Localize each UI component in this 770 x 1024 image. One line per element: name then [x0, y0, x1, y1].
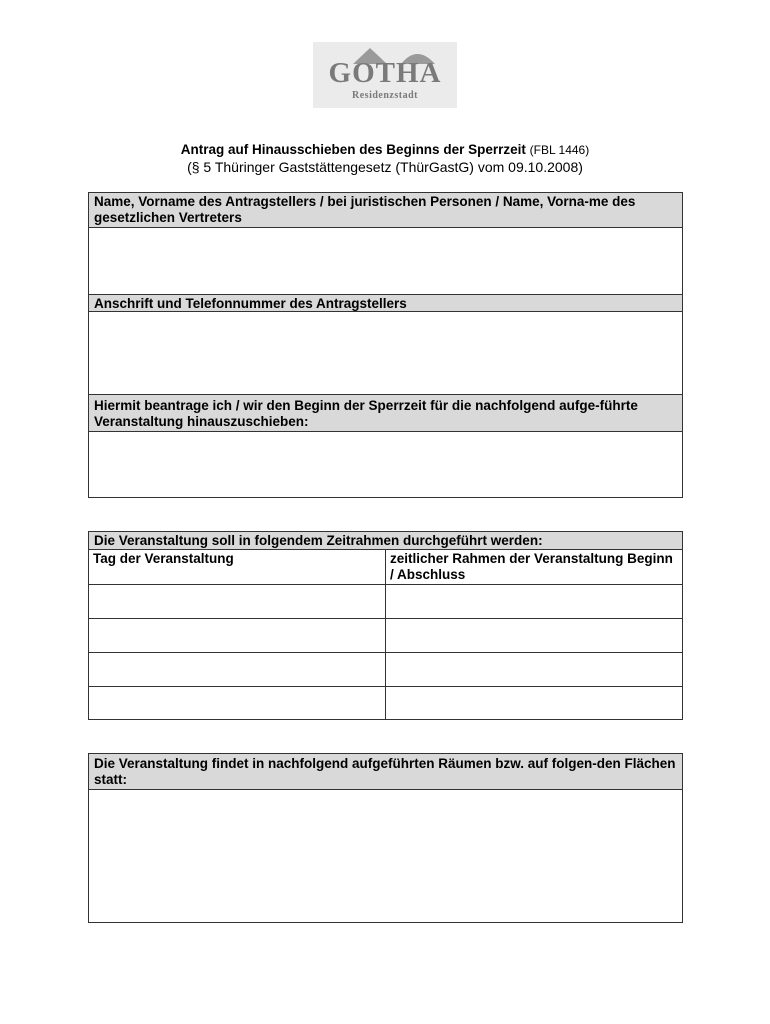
address-label: Anschrift und Telefonnummer des Antragstellers [89, 294, 682, 312]
schedule-section [88, 531, 683, 720]
location-field[interactable] [89, 790, 682, 922]
legal-basis: (§ 5 Thüringer Gaststättengesetz (ThürGastG) vom 09.10.2008) [187, 159, 583, 175]
gotha-logo [313, 42, 457, 108]
time-cell[interactable] [386, 619, 682, 653]
location-label: Die Veranstaltung findet in nachfolgend aufgeführten Räumen bzw. auf folgen-den Flächen statt: [89, 754, 682, 790]
applicant-name-label: Name, Vorname des Antragstellers / bei juristischen Personen / Name, Vorna-me des gesetzlichen Vertreters [89, 193, 682, 228]
schedule-heading: Die Veranstaltung soll in folgendem Zeitrahmen durchgeführt werden: [89, 532, 682, 550]
column-header-time: zeitlicher Rahmen der Veranstaltung Beginn / Abschluss [386, 550, 682, 585]
day-cell[interactable] [89, 619, 386, 653]
request-label: Hiermit beantrage ich / wir den Beginn der Sperrzeit für die nachfolgend aufge-führte Veranstaltung hinauszuschieben: [89, 394, 682, 432]
day-cell[interactable] [89, 585, 386, 619]
time-cell[interactable] [386, 585, 682, 619]
form-title-line [0, 141, 770, 159]
form-heading [0, 141, 770, 176]
applicant-name-field[interactable] [89, 228, 682, 294]
time-cell[interactable] [386, 687, 682, 719]
day-cell[interactable] [89, 653, 386, 687]
applicant-section [88, 192, 683, 498]
schedule-table [89, 550, 682, 719]
logo-subtitle: Residenzstadt [352, 90, 418, 101]
form-title: Antrag auf Hinausschieben des Beginns der Sperrzeit [180, 142, 526, 157]
day-cell[interactable] [89, 687, 386, 719]
time-cell[interactable] [386, 653, 682, 687]
event-description-field[interactable] [89, 432, 682, 497]
logo-wordmark: GOTHA [328, 57, 442, 89]
location-section [88, 753, 683, 923]
column-header-day: Tag der Veranstaltung [89, 550, 386, 585]
address-field[interactable] [89, 312, 682, 394]
form-code: (FBL 1446) [529, 143, 590, 157]
